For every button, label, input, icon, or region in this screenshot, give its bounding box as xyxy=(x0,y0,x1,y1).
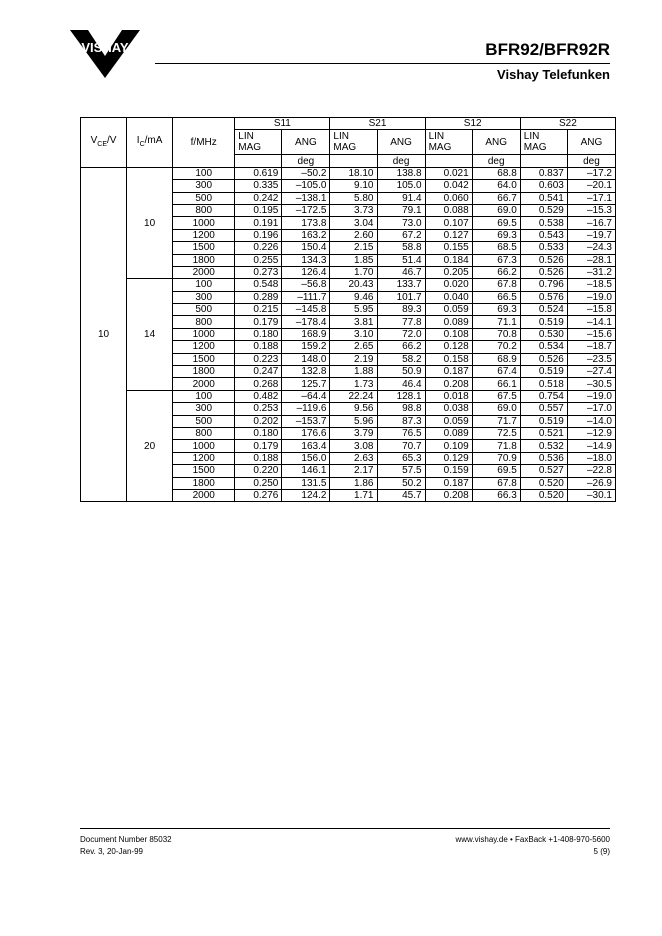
value-cell: 0.530 xyxy=(520,328,567,340)
value-cell: 9.10 xyxy=(330,180,377,192)
lin-mag-header: LIN MAG xyxy=(235,130,282,155)
value-cell: 0.040 xyxy=(425,291,472,303)
frequency-cell: 1000 xyxy=(173,440,235,452)
param-header-s21: S21 xyxy=(330,118,425,130)
value-cell: 125.7 xyxy=(282,378,330,390)
value-cell: –178.4 xyxy=(282,316,330,328)
frequency-cell: 1500 xyxy=(173,242,235,254)
value-cell: –18.0 xyxy=(567,452,615,464)
value-cell: 0.220 xyxy=(235,465,282,477)
ang-header: ANG xyxy=(567,130,615,155)
value-cell: 58.2 xyxy=(377,353,425,365)
unit-deg: deg xyxy=(282,155,330,167)
value-cell: 3.79 xyxy=(330,427,377,439)
unit-deg: deg xyxy=(377,155,425,167)
ang-header: ANG xyxy=(377,130,425,155)
value-cell: 0.060 xyxy=(425,192,472,204)
value-cell: –26.9 xyxy=(567,477,615,489)
revision: Rev. 3, 20-Jan-99 xyxy=(80,847,143,856)
value-cell: 0.180 xyxy=(235,427,282,439)
param-header-s11: S11 xyxy=(235,118,330,130)
frequency-cell: 1000 xyxy=(173,217,235,229)
value-cell: 0.526 xyxy=(520,254,567,266)
value-cell: 0.191 xyxy=(235,217,282,229)
ang-header: ANG xyxy=(472,130,520,155)
unit-blank xyxy=(425,155,472,167)
value-cell: 20.43 xyxy=(330,279,377,291)
ic-value: 10 xyxy=(127,167,173,279)
value-cell: 0.109 xyxy=(425,440,472,452)
value-cell: 0.059 xyxy=(425,415,472,427)
value-cell: –15.6 xyxy=(567,328,615,340)
value-cell: 0.196 xyxy=(235,229,282,241)
value-cell: 0.527 xyxy=(520,465,567,477)
value-cell: 173.8 xyxy=(282,217,330,229)
value-cell: 138.8 xyxy=(377,167,425,179)
value-cell: 5.80 xyxy=(330,192,377,204)
value-cell: 0.520 xyxy=(520,489,567,501)
value-cell: 0.335 xyxy=(235,180,282,192)
value-cell: –105.0 xyxy=(282,180,330,192)
frequency-cell: 100 xyxy=(173,390,235,402)
frequency-cell: 1000 xyxy=(173,328,235,340)
value-cell: 0.796 xyxy=(520,279,567,291)
value-cell: 65.3 xyxy=(377,452,425,464)
table-row xyxy=(81,390,616,402)
value-cell: 1.88 xyxy=(330,366,377,378)
value-cell: –24.3 xyxy=(567,242,615,254)
value-cell: 0.603 xyxy=(520,180,567,192)
value-cell: 0.180 xyxy=(235,328,282,340)
value-cell: –30.1 xyxy=(567,489,615,501)
param-header-s12: S12 xyxy=(425,118,520,130)
value-cell: 163.4 xyxy=(282,440,330,452)
value-cell: 68.5 xyxy=(472,242,520,254)
value-cell: 1.70 xyxy=(330,266,377,278)
value-cell: –17.1 xyxy=(567,192,615,204)
value-cell: 22.24 xyxy=(330,390,377,402)
value-cell: –19.0 xyxy=(567,291,615,303)
frequency-cell: 1200 xyxy=(173,452,235,464)
value-cell: 0.205 xyxy=(425,266,472,278)
value-cell: –18.5 xyxy=(567,279,615,291)
value-cell: 66.1 xyxy=(472,378,520,390)
value-cell: 71.7 xyxy=(472,415,520,427)
frequency-cell: 2000 xyxy=(173,266,235,278)
value-cell: 0.107 xyxy=(425,217,472,229)
value-cell: 0.128 xyxy=(425,341,472,353)
value-cell: 0.619 xyxy=(235,167,282,179)
value-cell: 0.548 xyxy=(235,279,282,291)
frequency-cell: 1200 xyxy=(173,229,235,241)
value-cell: 133.7 xyxy=(377,279,425,291)
value-cell: 0.524 xyxy=(520,304,567,316)
value-cell: 45.7 xyxy=(377,489,425,501)
value-cell: 66.7 xyxy=(472,192,520,204)
value-cell: 0.020 xyxy=(425,279,472,291)
value-cell: 0.837 xyxy=(520,167,567,179)
value-cell: 0.250 xyxy=(235,477,282,489)
value-cell: 0.754 xyxy=(520,390,567,402)
value-cell: 50.2 xyxy=(377,477,425,489)
value-cell: –153.7 xyxy=(282,415,330,427)
value-cell: 0.526 xyxy=(520,266,567,278)
value-cell: 67.4 xyxy=(472,366,520,378)
value-cell: –172.5 xyxy=(282,204,330,216)
value-cell: –17.2 xyxy=(567,167,615,179)
value-cell: 72.5 xyxy=(472,427,520,439)
value-cell: 0.208 xyxy=(425,489,472,501)
value-cell: 0.543 xyxy=(520,229,567,241)
value-cell: 126.4 xyxy=(282,266,330,278)
value-cell: 0.538 xyxy=(520,217,567,229)
value-cell: 2.17 xyxy=(330,465,377,477)
value-cell: 2.19 xyxy=(330,353,377,365)
frequency-cell: 100 xyxy=(173,167,235,179)
value-cell: 67.3 xyxy=(472,254,520,266)
value-cell: 69.5 xyxy=(472,465,520,477)
value-cell: –23.5 xyxy=(567,353,615,365)
value-cell: 0.108 xyxy=(425,328,472,340)
value-cell: 77.8 xyxy=(377,316,425,328)
document-subtitle: Vishay Telefunken xyxy=(497,67,610,82)
frequency-cell: 300 xyxy=(173,291,235,303)
value-cell: 46.7 xyxy=(377,266,425,278)
value-cell: 0.042 xyxy=(425,180,472,192)
value-cell: 0.184 xyxy=(425,254,472,266)
document-title: BFR92/BFR92R xyxy=(485,40,610,59)
value-cell: 0.202 xyxy=(235,415,282,427)
value-cell: 1.73 xyxy=(330,378,377,390)
frequency-cell: 800 xyxy=(173,204,235,216)
value-cell: 1.86 xyxy=(330,477,377,489)
value-cell: 69.3 xyxy=(472,304,520,316)
frequency-cell: 1500 xyxy=(173,465,235,477)
value-cell: 0.529 xyxy=(520,204,567,216)
svg-text:VISHAY: VISHAY xyxy=(81,40,129,55)
value-cell: 0.223 xyxy=(235,353,282,365)
value-cell: 128.1 xyxy=(377,390,425,402)
vishay-logo xyxy=(70,30,140,78)
value-cell: 69.0 xyxy=(472,403,520,415)
value-cell: 79.1 xyxy=(377,204,425,216)
value-cell: 0.576 xyxy=(520,291,567,303)
value-cell: 5.95 xyxy=(330,304,377,316)
value-cell: 66.3 xyxy=(472,489,520,501)
value-cell: 2.60 xyxy=(330,229,377,241)
value-cell: 0.533 xyxy=(520,242,567,254)
value-cell: 176.6 xyxy=(282,427,330,439)
value-cell: 66.2 xyxy=(377,341,425,353)
frequency-cell: 300 xyxy=(173,403,235,415)
value-cell: 3.10 xyxy=(330,328,377,340)
value-cell: –28.1 xyxy=(567,254,615,266)
value-cell: –30.5 xyxy=(567,378,615,390)
value-cell: 58.8 xyxy=(377,242,425,254)
value-cell: 150.4 xyxy=(282,242,330,254)
value-cell: 0.520 xyxy=(520,477,567,489)
value-cell: 0.534 xyxy=(520,341,567,353)
value-cell: 131.5 xyxy=(282,477,330,489)
value-cell: 156.0 xyxy=(282,452,330,464)
value-cell: –16.7 xyxy=(567,217,615,229)
frequency-cell: 1500 xyxy=(173,353,235,365)
value-cell: 1.85 xyxy=(330,254,377,266)
frequency-cell: 500 xyxy=(173,304,235,316)
unit-blank xyxy=(520,155,567,167)
value-cell: 66.2 xyxy=(472,266,520,278)
lin-mag-header: LIN MAG xyxy=(520,130,567,155)
value-cell: 67.2 xyxy=(377,229,425,241)
value-cell: 0.532 xyxy=(520,440,567,452)
value-cell: 70.9 xyxy=(472,452,520,464)
value-cell: 98.8 xyxy=(377,403,425,415)
value-cell: 0.018 xyxy=(425,390,472,402)
value-cell: 51.4 xyxy=(377,254,425,266)
value-cell: 67.8 xyxy=(472,477,520,489)
value-cell: 0.129 xyxy=(425,452,472,464)
value-cell: 70.7 xyxy=(377,440,425,452)
lin-mag-header: LIN MAG xyxy=(330,130,377,155)
value-cell: –111.7 xyxy=(282,291,330,303)
header-row-params xyxy=(81,118,616,130)
value-cell: 0.526 xyxy=(520,353,567,365)
value-cell: –119.6 xyxy=(282,403,330,415)
value-cell: –19.7 xyxy=(567,229,615,241)
value-cell: 0.273 xyxy=(235,266,282,278)
value-cell: 68.8 xyxy=(472,167,520,179)
value-cell: –14.9 xyxy=(567,440,615,452)
value-cell: 3.81 xyxy=(330,316,377,328)
value-cell: 124.2 xyxy=(282,489,330,501)
frequency-cell: 1200 xyxy=(173,341,235,353)
value-cell: 57.5 xyxy=(377,465,425,477)
value-cell: 0.179 xyxy=(235,440,282,452)
value-cell: –14.0 xyxy=(567,415,615,427)
value-cell: 0.253 xyxy=(235,403,282,415)
unit-deg: deg xyxy=(567,155,615,167)
value-cell: –19.0 xyxy=(567,390,615,402)
value-cell: 0.187 xyxy=(425,477,472,489)
value-cell: 50.9 xyxy=(377,366,425,378)
value-cell: 70.2 xyxy=(472,341,520,353)
contact-info: www.vishay.de • FaxBack +1-408-970-5600 xyxy=(455,835,610,844)
value-cell: 2.63 xyxy=(330,452,377,464)
value-cell: 0.089 xyxy=(425,316,472,328)
value-cell: 67.8 xyxy=(472,279,520,291)
unit-blank xyxy=(330,155,377,167)
value-cell: 0.226 xyxy=(235,242,282,254)
value-cell: 3.04 xyxy=(330,217,377,229)
value-cell: 2.15 xyxy=(330,242,377,254)
value-cell: 71.1 xyxy=(472,316,520,328)
value-cell: –20.1 xyxy=(567,180,615,192)
value-cell: 0.541 xyxy=(520,192,567,204)
value-cell: 0.289 xyxy=(235,291,282,303)
value-cell: 0.215 xyxy=(235,304,282,316)
value-cell: 0.088 xyxy=(425,204,472,216)
value-cell: 9.46 xyxy=(330,291,377,303)
header-rule xyxy=(155,63,610,64)
value-cell: 163.2 xyxy=(282,229,330,241)
param-header-s22: S22 xyxy=(520,118,615,130)
col-header-vce: $V_{CE}/V$ xyxy=(81,118,127,168)
ang-header: ANG xyxy=(282,130,330,155)
value-cell: 3.73 xyxy=(330,204,377,216)
value-cell: 168.9 xyxy=(282,328,330,340)
value-cell: 105.0 xyxy=(377,180,425,192)
value-cell: 148.0 xyxy=(282,353,330,365)
value-cell: 0.536 xyxy=(520,452,567,464)
unit-blank xyxy=(235,155,282,167)
value-cell: 87.3 xyxy=(377,415,425,427)
lin-mag-header: LIN MAG xyxy=(425,130,472,155)
value-cell: 1.71 xyxy=(330,489,377,501)
value-cell: –22.8 xyxy=(567,465,615,477)
value-cell: 0.089 xyxy=(425,427,472,439)
value-cell: 0.187 xyxy=(425,366,472,378)
value-cell: 0.038 xyxy=(425,403,472,415)
value-cell: 0.208 xyxy=(425,378,472,390)
frequency-cell: 500 xyxy=(173,192,235,204)
value-cell: 69.0 xyxy=(472,204,520,216)
value-cell: –27.4 xyxy=(567,366,615,378)
value-cell: 91.4 xyxy=(377,192,425,204)
frequency-cell: 1800 xyxy=(173,366,235,378)
value-cell: 0.195 xyxy=(235,204,282,216)
frequency-cell: 1800 xyxy=(173,477,235,489)
frequency-cell: 2000 xyxy=(173,378,235,390)
value-cell: –15.3 xyxy=(567,204,615,216)
value-cell: –145.8 xyxy=(282,304,330,316)
value-cell: 76.5 xyxy=(377,427,425,439)
value-cell: 0.482 xyxy=(235,390,282,402)
value-cell: 146.1 xyxy=(282,465,330,477)
value-cell: 0.519 xyxy=(520,366,567,378)
frequency-cell: 500 xyxy=(173,415,235,427)
value-cell: 132.8 xyxy=(282,366,330,378)
value-cell: 9.56 xyxy=(330,403,377,415)
frequency-cell: 300 xyxy=(173,180,235,192)
value-cell: –31.2 xyxy=(567,266,615,278)
value-cell: 72.0 xyxy=(377,328,425,340)
value-cell: 46.4 xyxy=(377,378,425,390)
frequency-cell: 1800 xyxy=(173,254,235,266)
value-cell: 159.2 xyxy=(282,341,330,353)
table-row xyxy=(81,167,616,179)
value-cell: 3.08 xyxy=(330,440,377,452)
value-cell: 0.159 xyxy=(425,465,472,477)
unit-deg: deg xyxy=(472,155,520,167)
value-cell: –138.1 xyxy=(282,192,330,204)
frequency-cell: 100 xyxy=(173,279,235,291)
value-cell: –18.7 xyxy=(567,341,615,353)
value-cell: 0.242 xyxy=(235,192,282,204)
page-number: 5 (9) xyxy=(593,847,610,856)
vce-value: 10 xyxy=(81,167,127,502)
value-cell: 0.179 xyxy=(235,316,282,328)
value-cell: 0.519 xyxy=(520,415,567,427)
value-cell: 101.7 xyxy=(377,291,425,303)
value-cell: 0.557 xyxy=(520,403,567,415)
table-row xyxy=(81,279,616,291)
value-cell: 69.5 xyxy=(472,217,520,229)
value-cell: –12.9 xyxy=(567,427,615,439)
value-cell: 0.188 xyxy=(235,452,282,464)
value-cell: 0.158 xyxy=(425,353,472,365)
s-parameter-table xyxy=(80,117,616,502)
footer-rule xyxy=(80,828,610,829)
col-header-frequency: f/MHz xyxy=(173,118,235,168)
value-cell: –64.4 xyxy=(282,390,330,402)
value-cell: 0.255 xyxy=(235,254,282,266)
value-cell: 66.5 xyxy=(472,291,520,303)
value-cell: 2.65 xyxy=(330,341,377,353)
frequency-cell: 800 xyxy=(173,427,235,439)
value-cell: 0.247 xyxy=(235,366,282,378)
value-cell: 89.3 xyxy=(377,304,425,316)
value-cell: 134.3 xyxy=(282,254,330,266)
frequency-cell: 2000 xyxy=(173,489,235,501)
document-number: Document Number 85032 xyxy=(80,835,172,844)
value-cell: 70.8 xyxy=(472,328,520,340)
value-cell: 69.3 xyxy=(472,229,520,241)
col-header-ic: $I_C/mA$ xyxy=(127,118,173,168)
value-cell: –56.8 xyxy=(282,279,330,291)
value-cell: 0.521 xyxy=(520,427,567,439)
value-cell: 0.276 xyxy=(235,489,282,501)
value-cell: –17.0 xyxy=(567,403,615,415)
value-cell: –14.1 xyxy=(567,316,615,328)
value-cell: 67.5 xyxy=(472,390,520,402)
frequency-cell: 800 xyxy=(173,316,235,328)
value-cell: 0.127 xyxy=(425,229,472,241)
value-cell: 71.8 xyxy=(472,440,520,452)
value-cell: 5.96 xyxy=(330,415,377,427)
ic-value: 14 xyxy=(127,279,173,391)
value-cell: 0.188 xyxy=(235,341,282,353)
value-cell: 68.9 xyxy=(472,353,520,365)
ic-value: 20 xyxy=(127,390,173,502)
value-cell: 0.519 xyxy=(520,316,567,328)
value-cell: 0.155 xyxy=(425,242,472,254)
value-cell: 0.518 xyxy=(520,378,567,390)
value-cell: –15.8 xyxy=(567,304,615,316)
value-cell: 0.268 xyxy=(235,378,282,390)
value-cell: 73.0 xyxy=(377,217,425,229)
value-cell: 18.10 xyxy=(330,167,377,179)
value-cell: 64.0 xyxy=(472,180,520,192)
value-cell: –50.2 xyxy=(282,167,330,179)
value-cell: 0.059 xyxy=(425,304,472,316)
value-cell: 0.021 xyxy=(425,167,472,179)
